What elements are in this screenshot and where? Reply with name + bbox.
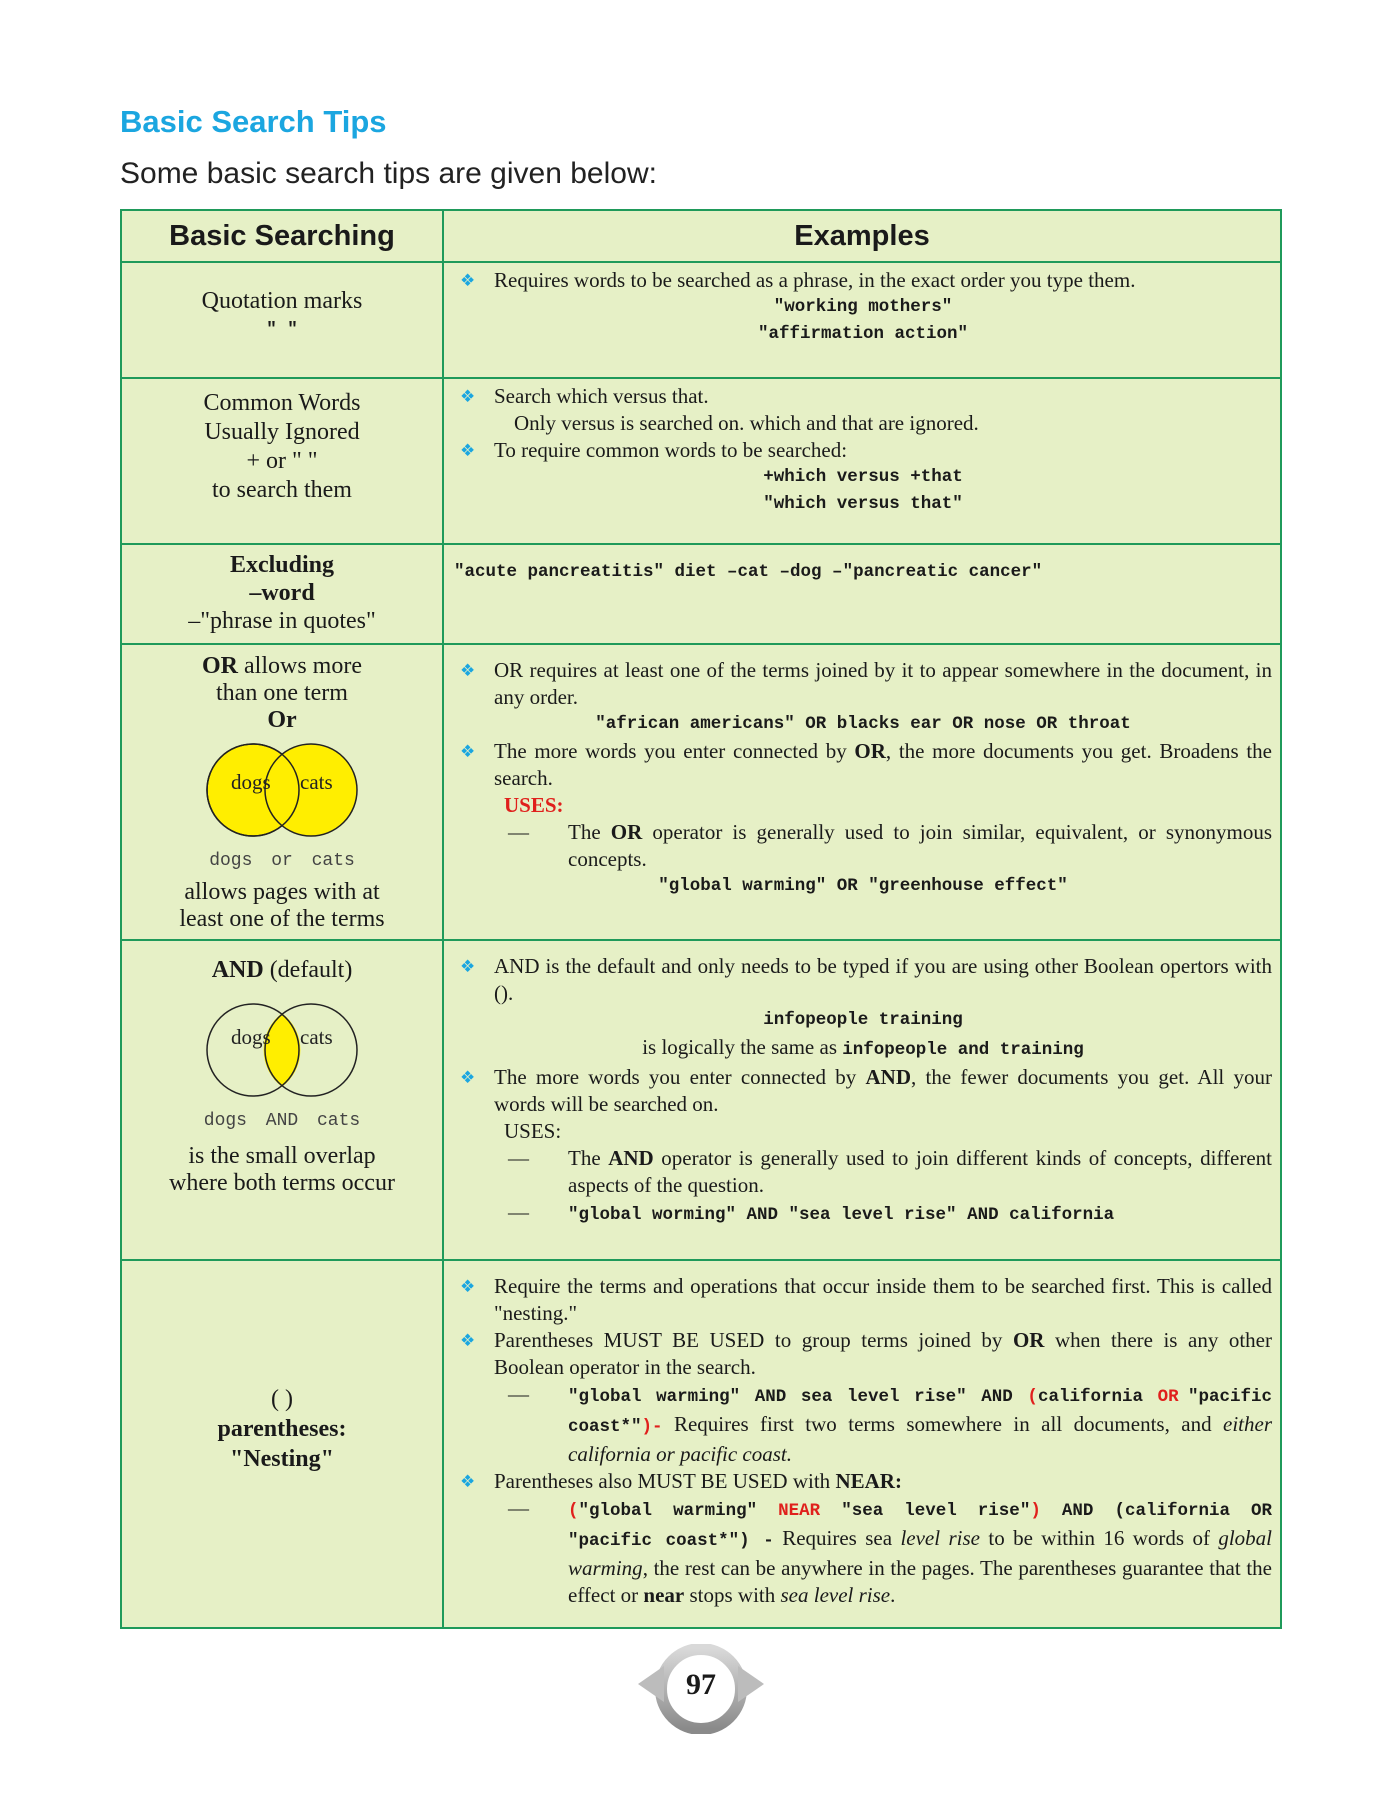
common-title-2: Usually Ignored xyxy=(204,419,360,445)
table-header-row xyxy=(121,210,1281,262)
venn-label-right: cats xyxy=(300,1025,333,1049)
diamond-bullet-icon: ❖ xyxy=(460,387,476,406)
table-row xyxy=(121,262,1281,378)
section-heading: Basic Search Tips xyxy=(120,104,387,139)
example-code: "global warming" OR "greenhouse effect" xyxy=(658,876,1068,896)
uses-label: USES: xyxy=(504,793,564,817)
diamond-bullet-icon: ❖ xyxy=(460,661,476,680)
and-desc-1: is the small overlap xyxy=(188,1143,376,1169)
list-item: ❖ Parentheses MUST BE USED to group terms joined by OR when there is any other Boolean operator in the search. xyxy=(460,1328,1272,1379)
equivalence-note: is logically the same as infopeople and training xyxy=(642,1035,1084,1060)
diamond-bullet-icon: ❖ xyxy=(460,1331,476,1350)
list-item: ❖ OR requires at least one of the terms joined by it to appear somewhere in the document, in any order. xyxy=(460,658,1272,709)
diamond-bullet-icon: ❖ xyxy=(460,1277,476,1296)
nesting-symbol: ( ) xyxy=(271,1386,293,1412)
example-code: infopeople training xyxy=(763,1010,963,1030)
or-title: OR allows more xyxy=(202,653,362,679)
list-item: ❖ The more words you enter connected by OR, the more documents you get. Broadens the search. xyxy=(460,739,1272,790)
diamond-bullet-icon: ❖ xyxy=(460,271,476,290)
or-venn-caption: dogs or cats xyxy=(209,851,355,871)
venn-label-right: cats xyxy=(300,770,333,794)
row-examples-nesting xyxy=(443,1260,1281,1628)
row-label-nesting xyxy=(121,1260,443,1628)
or-venn-diagram xyxy=(197,738,367,842)
header-examples: Examples xyxy=(443,210,1281,262)
dash-marker: — xyxy=(508,1496,529,1520)
header-basic-searching: Basic Searching xyxy=(121,210,443,262)
list-item: ❖ AND is the default and only needs to be typed if you are using other Boolean opertors with (). xyxy=(460,954,1272,1005)
diamond-bullet-icon: ❖ xyxy=(460,441,476,460)
uses-label: USES: xyxy=(504,1119,562,1143)
list-item: ❖ Require the terms and operations that occur inside them to be searched first. This is called "nesting." xyxy=(460,1274,1272,1325)
table-row xyxy=(121,1260,1281,1628)
list-item: ❖ To require common words to be searched: xyxy=(460,438,848,462)
row-examples-and xyxy=(443,940,1281,1260)
example-code: "acute pancreatitis" diet –cat –dog –"pancreatic cancer" xyxy=(454,562,1043,582)
list-item: — "global worming" AND "sea level rise" AND california xyxy=(508,1200,1115,1225)
diamond-bullet-icon: ❖ xyxy=(460,957,476,976)
example-code: "which versus that" xyxy=(763,494,963,514)
example-code: "affirmation action" xyxy=(757,324,969,344)
row-label-common-words xyxy=(121,378,443,544)
excluding-title: Excluding xyxy=(229,552,335,578)
row-label-quotation xyxy=(121,262,443,378)
or-title-2: than one term xyxy=(216,680,348,706)
row-examples-quotation xyxy=(443,262,1281,378)
common-title-1: Common Words xyxy=(203,390,361,416)
list-item: ❖ Search which versus that. xyxy=(460,384,709,408)
intro-text: Some basic search tips are given below: xyxy=(120,157,657,190)
or-desc-1: allows pages with at xyxy=(184,879,380,905)
dash-marker: — xyxy=(508,1146,529,1170)
venn-label-left: dogs xyxy=(231,770,271,794)
quotation-symbol: " " xyxy=(266,320,298,340)
row-label-and xyxy=(121,940,443,1260)
or-desc-2: least one of the terms xyxy=(179,906,385,932)
row-label-excluding xyxy=(121,544,443,644)
nesting-subtitle: "Nesting" xyxy=(230,1446,334,1472)
row-label-or xyxy=(121,644,443,940)
list-item: ❖ Requires words to be searched as a phrase, in the exact order you type them. xyxy=(460,268,1136,292)
page-number: 97 xyxy=(686,1668,716,1701)
common-title-4: to search them xyxy=(212,477,352,503)
common-note: Only versus is searched on. which and that are ignored. xyxy=(514,411,979,435)
diamond-bullet-icon: ❖ xyxy=(460,1068,476,1087)
example-code: +which versus +that xyxy=(763,467,963,487)
and-venn-caption: dogs AND cats xyxy=(203,1111,361,1131)
example-code: "african americans" OR blacks ear OR nose OR throat xyxy=(595,714,1131,734)
table-row xyxy=(121,644,1281,940)
search-tips-table xyxy=(120,209,1282,1629)
or-title-3: Or xyxy=(267,707,297,733)
and-venn-diagram xyxy=(197,998,367,1102)
list-item: ❖ Parentheses also MUST BE USED with NEAR: xyxy=(460,1469,902,1493)
row-examples-common-words xyxy=(443,378,1281,544)
quotation-title: Quotation marks xyxy=(201,288,363,314)
list-item: — The AND operator is generally used to join different kinds of concepts, different aspects of the question. xyxy=(508,1146,1272,1197)
diamond-bullet-icon: ❖ xyxy=(460,742,476,761)
dash-marker: — xyxy=(508,820,529,844)
dash-marker: — xyxy=(508,1200,529,1224)
row-examples-excluding xyxy=(443,544,1281,644)
example-code: "working mothers" xyxy=(773,297,953,317)
and-desc-2: where both terms occur xyxy=(169,1170,395,1196)
list-item: ❖ The more words you enter connected by AND, the fewer documents you get. All your words will be searched on. xyxy=(460,1065,1272,1116)
list-item: — The OR operator is generally used to join similar, equivalent, or synonymous concepts. xyxy=(508,820,1273,871)
table-row xyxy=(121,378,1281,544)
list-item: — ("global warming" NEAR "sea level rise") AND (california OR "pacific coast*") - Requires sea level rise to be within 16 words of global warming, the rest can be anywhere in the pages. The parentheses guarantee that the effect or near stops with sea level rise. xyxy=(508,1496,1273,1607)
diamond-bullet-icon: ❖ xyxy=(460,1472,476,1491)
table-row xyxy=(121,544,1281,644)
nesting-title: parentheses: xyxy=(217,1416,347,1442)
excluding-phrase: –"phrase in quotes" xyxy=(188,608,376,634)
table-row xyxy=(121,940,1281,1260)
common-title-3: + or " " xyxy=(246,448,318,474)
row-examples-or xyxy=(443,644,1281,940)
list-item: — "global warming" AND sea level rise" AND (california OR "pacific coast*")- Requires first two terms somewhere in all documents, and either california or pacific coast. xyxy=(508,1382,1272,1466)
and-title: AND (default) xyxy=(211,957,353,983)
venn-label-left: dogs xyxy=(231,1025,271,1049)
excluding-word: –word xyxy=(249,580,315,606)
dash-marker: — xyxy=(508,1382,529,1406)
